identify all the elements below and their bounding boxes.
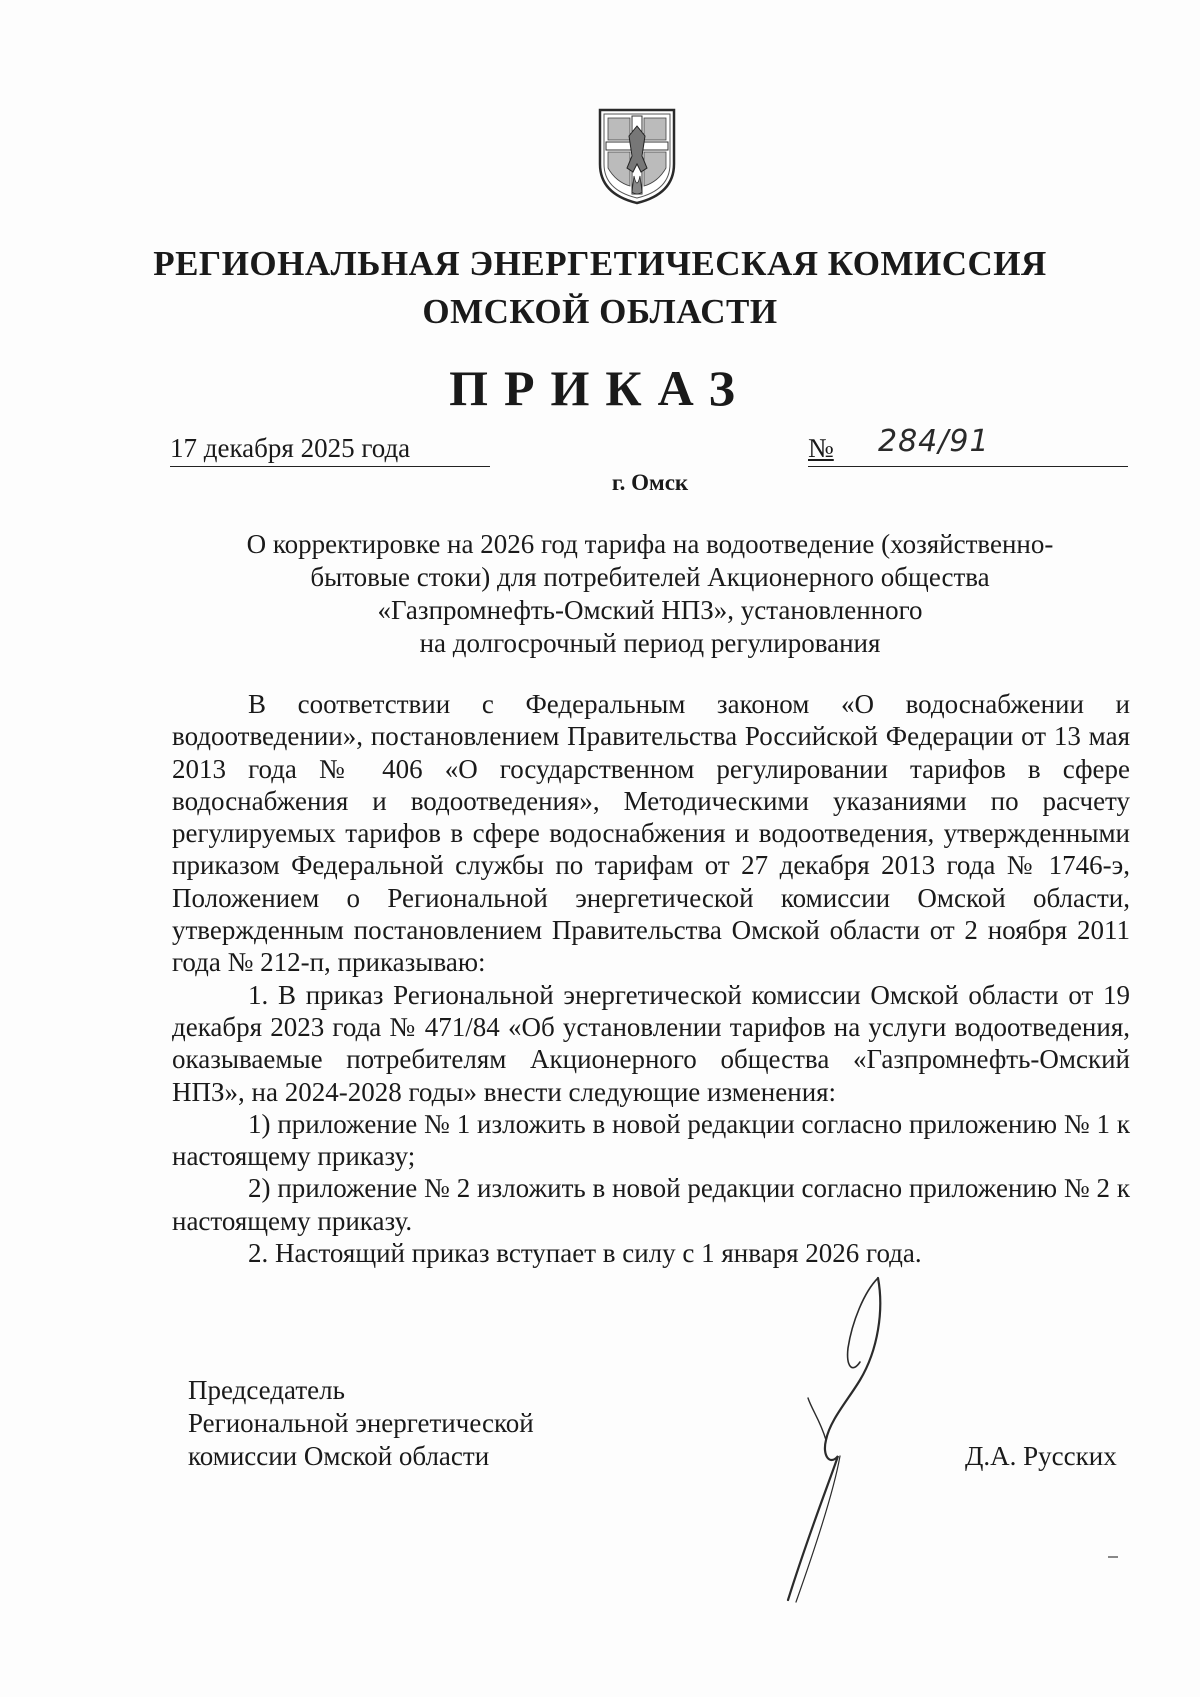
preamble-paragraph: В соответствии с Федеральным законом «О водоснабжении и водоотведении», постановлением Правительства Российской Федерации от 13 мая 2013 года № 406 «О государственном регулировании тарифов в сфере водоснабжения и водоотведения», Методическими указаниями по расчету регулируемых тарифов в сфере водоснабжения и водоотведения, утвержденными приказом Федеральной службы по тарифам от 27 декабря 2013 года № 1746-э, Положением о Региональной энергетической комиссии Омской области, утвержденным постановлением Правительства Омской области от 2 ноября 2011 года № 212-п, приказываю: bbox=[172, 689, 1130, 978]
item-1-1-paragraph: 1) приложение № 1 изложить в новой редакции согласно приложению № 1 к настоящему приказу; bbox=[172, 1108, 1130, 1172]
scan-artifact bbox=[1108, 1556, 1118, 1558]
order-number-handwritten: 284/91 bbox=[878, 424, 990, 459]
subject-line: «Газпромнефть-Омский НПЗ», установленного bbox=[377, 595, 923, 625]
item-1-2-paragraph: 2) приложение № 2 изложить в новой редакции согласно приложению № 2 к настоящему приказу. bbox=[172, 1173, 1130, 1236]
handwritten-signature-icon bbox=[760, 1270, 900, 1610]
subject-line: бытовые стоки) для потребителей Акционерного общества bbox=[310, 562, 990, 592]
order-body bbox=[172, 688, 1130, 1269]
subject-line: О корректировке на 2026 год тарифа на водоотведение (хозяйственно- bbox=[246, 529, 1054, 559]
number-sign: № bbox=[808, 433, 834, 463]
signatory-position bbox=[188, 1374, 534, 1473]
organization-name-line2: ОМСКОЙ ОБЛАСТИ bbox=[422, 292, 778, 331]
subject-line: на долгосрочный период регулирования bbox=[419, 628, 881, 658]
item-1-paragraph: 1. В приказ Региональной энергетической комиссии Омской области от 19 декабря 2023 года № 471/84 «Об установлении тарифов на услуги водоотведения, оказываемые потребителям Акционерного общества «Газпромнефть-Омский НПЗ», на 2024-2028 годы» внести следующие изменения: bbox=[172, 979, 1130, 1107]
order-subject bbox=[170, 528, 1130, 660]
city-name: г. Омск bbox=[611, 470, 689, 495]
omsk-coat-of-arms-icon bbox=[596, 106, 678, 206]
order-number-field bbox=[808, 424, 1128, 467]
item-2-paragraph: 2. Настоящий приказ вступает в силу с 1 января 2026 года. bbox=[248, 1238, 922, 1269]
order-date: 17 декабря 2025 года bbox=[170, 430, 490, 467]
organization-name-line1: РЕГИОНАЛЬНАЯ ЭНЕРГЕТИЧЕСКАЯ КОМИССИЯ bbox=[153, 244, 1047, 283]
position-line: комиссии Омской области bbox=[188, 1441, 490, 1471]
signatory-name: Д.А. Русских bbox=[965, 1441, 1117, 1471]
position-line: Председатель bbox=[188, 1375, 345, 1405]
position-line: Региональной энергетической bbox=[188, 1408, 534, 1438]
document-type-title: ПРИКАЗ bbox=[449, 360, 751, 416]
